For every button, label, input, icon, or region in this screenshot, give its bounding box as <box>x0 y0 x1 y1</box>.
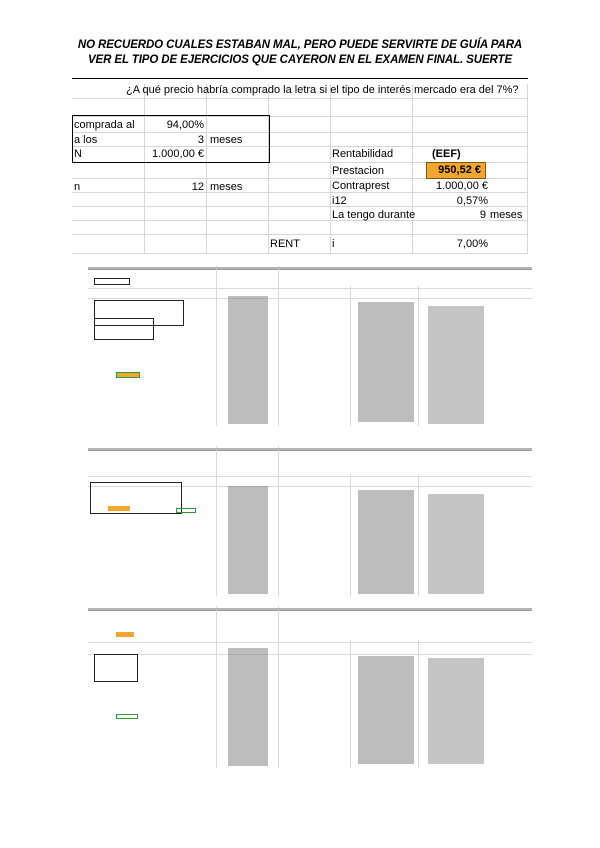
eef-label[interactable]: (EEF) <box>432 148 461 160</box>
tengo-unit[interactable]: meses <box>490 209 523 221</box>
note-line-2: VER EL TIPO DE EJERCICIOS QUE CAYERON EN EL EXAMEN FINAL. SUERTE <box>87 54 513 66</box>
rentabilidad-label[interactable]: Rentabilidad <box>332 148 394 160</box>
contraprest-label[interactable]: Contraprest <box>332 180 390 192</box>
spreadsheet-main <box>72 78 528 254</box>
rent-code[interactable]: RENT <box>270 238 300 250</box>
alos-label[interactable]: a los <box>74 134 98 146</box>
note-title <box>40 38 560 68</box>
tengo-value[interactable]: 9 <box>479 209 486 221</box>
n2-value[interactable]: 12 <box>191 181 204 193</box>
i12-label[interactable]: i12 <box>332 195 347 207</box>
sheet-thumbnail-1 <box>88 266 532 428</box>
n-label[interactable]: N <box>74 148 82 160</box>
note-line-1: NO RECUERDO CUALES ESTABAN MAL, PERO PUEDE SERVIRTE DE GUÍA PARA <box>77 39 523 51</box>
alos-value[interactable]: 3 <box>197 134 204 146</box>
tengo-label[interactable]: La tengo durante <box>332 209 416 221</box>
prestacion-label[interactable]: Prestacion <box>332 165 384 177</box>
sheet-thumbnail-2 <box>88 446 532 598</box>
i-value[interactable]: 7,00% <box>456 238 488 250</box>
i12-value[interactable]: 0,57% <box>456 195 488 207</box>
n-value[interactable]: 1.000,00 € <box>152 148 204 160</box>
alos-unit[interactable]: meses <box>210 134 243 146</box>
comprada-label[interactable]: comprada al <box>74 119 135 131</box>
prestacion-value[interactable]: 950,52 € <box>426 162 486 179</box>
sheet-thumbnail-3 <box>88 606 532 770</box>
n2-unit[interactable]: meses <box>210 181 243 193</box>
contraprest-value[interactable]: 1.000,00 € <box>436 180 488 192</box>
n2-label[interactable]: n <box>74 181 81 193</box>
i-label[interactable]: i <box>332 238 335 250</box>
question-text: ¿A qué precio habría comprado la letra si el tipo de interés mercado era del 7%? <box>126 84 519 96</box>
comprada-value[interactable]: 94,00% <box>166 119 204 131</box>
